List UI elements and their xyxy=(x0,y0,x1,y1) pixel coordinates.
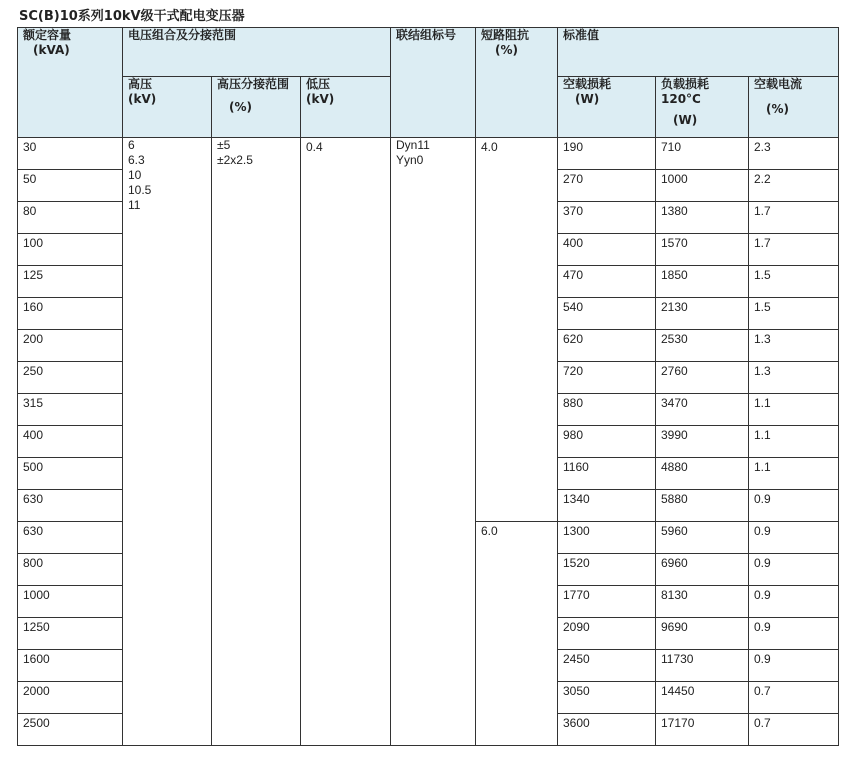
cell-no-load-current: 0.9 xyxy=(749,490,839,522)
cell-rated-capacity: 630 xyxy=(18,490,123,522)
cell-load-loss: 4880 xyxy=(656,458,749,490)
cell-no-load-current: 0.9 xyxy=(749,554,839,586)
header-no-load-current-label: 空载电流 xyxy=(754,77,803,91)
cell-rated-capacity: 100 xyxy=(18,234,123,266)
header-impedance-label: 短路阻抗 xyxy=(481,28,530,42)
cell-load-loss: 14450 xyxy=(656,682,749,714)
cell-rated-capacity: 80 xyxy=(18,202,123,234)
header-impedance xyxy=(476,28,558,138)
header-lv-unit: (kV) xyxy=(306,92,335,106)
cell-hv-tap-value: ±5 xyxy=(217,138,231,152)
cell-no-load-loss: 400 xyxy=(558,234,656,266)
cell-no-load-loss: 270 xyxy=(558,170,656,202)
cell-impedance: 4.0 xyxy=(476,138,558,522)
header-no-load-loss xyxy=(558,77,656,138)
cell-vector-group xyxy=(391,138,476,746)
cell-hv-value: 6.3 xyxy=(128,153,145,167)
table-row xyxy=(18,138,839,170)
header-load-loss xyxy=(656,77,749,138)
header-hv-tap xyxy=(212,77,301,138)
cell-rated-capacity: 2500 xyxy=(18,714,123,746)
cell-rated-capacity: 125 xyxy=(18,266,123,298)
cell-no-load-current: 1.5 xyxy=(749,298,839,330)
cell-hv-value: 6 xyxy=(128,138,135,152)
cell-no-load-current: 1.1 xyxy=(749,458,839,490)
cell-no-load-loss: 540 xyxy=(558,298,656,330)
header-no-load-current xyxy=(749,77,839,138)
cell-no-load-loss: 1520 xyxy=(558,554,656,586)
cell-no-load-current: 0.9 xyxy=(749,650,839,682)
cell-vector-group-value: Dyn11 xyxy=(396,138,430,152)
cell-no-load-current: 1.3 xyxy=(749,330,839,362)
header-lv-label: 低压 xyxy=(306,77,331,91)
transformer-spec-table xyxy=(17,27,839,746)
cell-no-load-current: 1.7 xyxy=(749,234,839,266)
cell-load-loss: 2130 xyxy=(656,298,749,330)
cell-no-load-loss: 190 xyxy=(558,138,656,170)
cell-no-load-loss: 3600 xyxy=(558,714,656,746)
cell-load-loss: 9690 xyxy=(656,618,749,650)
cell-impedance: 6.0 xyxy=(476,522,558,746)
cell-load-loss: 1570 xyxy=(656,234,749,266)
cell-no-load-loss: 2450 xyxy=(558,650,656,682)
header-hv-tap-unit: (%) xyxy=(229,100,252,114)
cell-rated-capacity: 160 xyxy=(18,298,123,330)
cell-no-load-current: 2.3 xyxy=(749,138,839,170)
cell-no-load-current: 1.3 xyxy=(749,362,839,394)
cell-rated-capacity: 1250 xyxy=(18,618,123,650)
cell-no-load-current: 2.2 xyxy=(749,170,839,202)
cell-no-load-loss: 980 xyxy=(558,426,656,458)
cell-load-loss: 710 xyxy=(656,138,749,170)
page-title: SC(B)10系列10kV级干式配电变压器 xyxy=(19,9,245,24)
cell-load-loss: 17170 xyxy=(656,714,749,746)
cell-load-loss: 3470 xyxy=(656,394,749,426)
cell-no-load-current: 0.9 xyxy=(749,618,839,650)
cell-load-loss: 1000 xyxy=(656,170,749,202)
cell-load-loss: 2530 xyxy=(656,330,749,362)
cell-rated-capacity: 2000 xyxy=(18,682,123,714)
header-load-loss-label: 负载损耗 xyxy=(661,77,710,91)
cell-no-load-current: 1.5 xyxy=(749,266,839,298)
cell-load-loss: 1380 xyxy=(656,202,749,234)
cell-rated-capacity: 400 xyxy=(18,426,123,458)
cell-no-load-current: 0.7 xyxy=(749,714,839,746)
cell-load-loss: 8130 xyxy=(656,586,749,618)
cell-no-load-loss: 620 xyxy=(558,330,656,362)
cell-rated-capacity: 50 xyxy=(18,170,123,202)
header-impedance-unit: (%) xyxy=(495,43,518,57)
header-rated-capacity-label: 额定容量 xyxy=(23,28,72,42)
cell-hv xyxy=(123,138,212,746)
cell-load-loss: 5880 xyxy=(656,490,749,522)
header-hv-unit: (kV) xyxy=(128,92,157,106)
cell-load-loss: 11730 xyxy=(656,650,749,682)
cell-load-loss: 2760 xyxy=(656,362,749,394)
cell-no-load-current: 0.7 xyxy=(749,682,839,714)
cell-no-load-current: 1.7 xyxy=(749,202,839,234)
header-rated-capacity-unit: (kVA) xyxy=(33,43,70,57)
cell-rated-capacity: 200 xyxy=(18,330,123,362)
cell-no-load-loss: 470 xyxy=(558,266,656,298)
cell-rated-capacity: 630 xyxy=(18,522,123,554)
header-load-loss-unit: (W) xyxy=(673,113,698,127)
header-hv xyxy=(123,77,212,138)
cell-load-loss: 5960 xyxy=(656,522,749,554)
header-load-loss-temp: 120°C xyxy=(661,92,701,106)
cell-rated-capacity: 500 xyxy=(18,458,123,490)
cell-no-load-loss: 1160 xyxy=(558,458,656,490)
cell-hv-tap xyxy=(212,138,301,746)
cell-no-load-current: 0.9 xyxy=(749,522,839,554)
cell-lv: 0.4 xyxy=(301,138,391,746)
cell-hv-value: 11 xyxy=(128,198,141,212)
cell-no-load-loss: 1340 xyxy=(558,490,656,522)
cell-rated-capacity: 30 xyxy=(18,138,123,170)
cell-hv-value: 10.5 xyxy=(128,183,152,197)
cell-no-load-loss: 1300 xyxy=(558,522,656,554)
cell-rated-capacity: 800 xyxy=(18,554,123,586)
cell-load-loss: 1850 xyxy=(656,266,749,298)
cell-rated-capacity: 315 xyxy=(18,394,123,426)
cell-load-loss: 6960 xyxy=(656,554,749,586)
header-no-load-loss-label: 空载损耗 xyxy=(563,77,612,91)
cell-rated-capacity: 1000 xyxy=(18,586,123,618)
header-no-load-current-unit: (%) xyxy=(766,102,789,116)
cell-vector-group-value: Yyn0 xyxy=(396,153,424,167)
header-rated-capacity xyxy=(18,28,123,138)
cell-no-load-current: 1.1 xyxy=(749,426,839,458)
cell-no-load-loss: 1770 xyxy=(558,586,656,618)
header-standard-values: 标准值 xyxy=(558,28,839,77)
header-hv-label: 高压 xyxy=(128,77,153,91)
cell-hv-tap-value: ±2x2.5 xyxy=(217,153,253,167)
cell-no-load-loss: 370 xyxy=(558,202,656,234)
cell-no-load-loss: 3050 xyxy=(558,682,656,714)
cell-no-load-loss: 2090 xyxy=(558,618,656,650)
header-no-load-loss-unit: (W) xyxy=(575,92,600,106)
cell-no-load-loss: 880 xyxy=(558,394,656,426)
cell-no-load-loss: 720 xyxy=(558,362,656,394)
cell-no-load-current: 1.1 xyxy=(749,394,839,426)
cell-rated-capacity: 250 xyxy=(18,362,123,394)
cell-load-loss: 3990 xyxy=(656,426,749,458)
cell-hv-value: 10 xyxy=(128,168,142,182)
header-lv xyxy=(301,77,391,138)
header-vector-group: 联结组标号 xyxy=(391,28,476,138)
cell-rated-capacity: 1600 xyxy=(18,650,123,682)
header-hv-tap-label: 高压分接范围 xyxy=(217,77,290,91)
header-voltage-group: 电压组合及分接范围 xyxy=(123,28,391,77)
cell-no-load-current: 0.9 xyxy=(749,586,839,618)
